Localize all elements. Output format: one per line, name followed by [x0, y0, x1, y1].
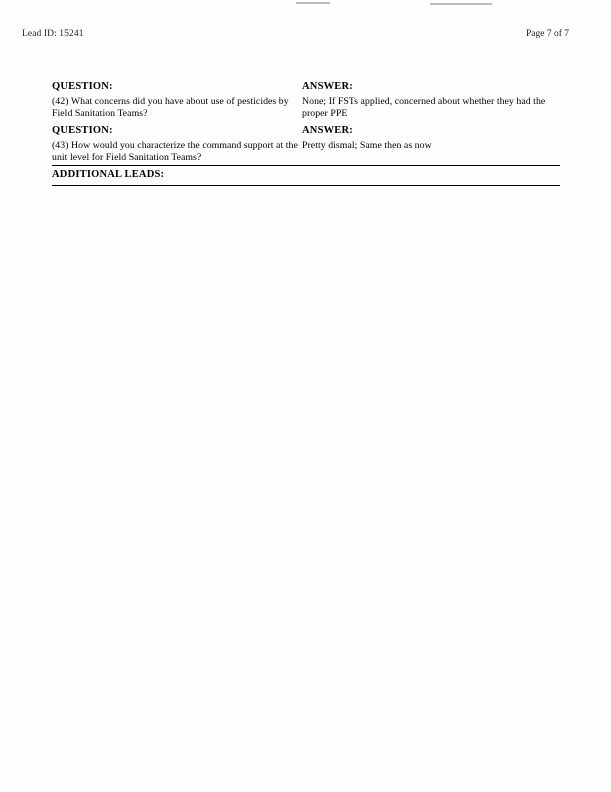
answer-text-2: Pretty dismal; Same then as now [302, 140, 432, 151]
question-label-cell-1 [52, 80, 302, 93]
divider-above-additional-leads [52, 165, 560, 166]
page-header [22, 28, 589, 42]
answer-text-cell-2 [302, 140, 560, 152]
answer-label-1: ANSWER: [302, 81, 353, 92]
qa-text-row-1 [52, 96, 560, 121]
additional-leads-label: ADDITIONAL LEADS: [52, 169, 165, 180]
answer-label-cell-2 [302, 124, 560, 137]
question-label-2: QUESTION: [52, 125, 113, 136]
question-text-cell-1 [52, 96, 302, 121]
question-label-1: QUESTION: [52, 81, 113, 92]
question-answer-block [52, 80, 560, 165]
question-text-cell-2 [52, 140, 302, 165]
scan-artifact-top-left [296, 2, 330, 4]
qa-text-row-2 [52, 140, 560, 165]
lead-id: Lead ID: 15241 [22, 29, 84, 39]
qa-labels-row-2 [52, 124, 560, 137]
question-label-cell-2 [52, 124, 302, 137]
question-text-2: (43) How would you characterize the command support at the unit level for Field Sanitation Teams? [52, 140, 298, 164]
divider-below-additional-leads [52, 185, 560, 186]
answer-text-1: None; If FSTs applied, concerned about whether they had the proper PPE [302, 96, 546, 120]
answer-text-cell-1 [302, 96, 560, 120]
page-number: Page 7 of 7 [525, 29, 569, 39]
scan-artifact-top-right [430, 3, 492, 5]
answer-label-2: ANSWER: [302, 125, 353, 136]
question-text-1: (42) What concerns did you have about use of pesticides by Field Sanitation Teams? [52, 96, 289, 120]
qa-labels-row-1 [52, 80, 560, 93]
answer-label-cell-1 [302, 80, 560, 93]
